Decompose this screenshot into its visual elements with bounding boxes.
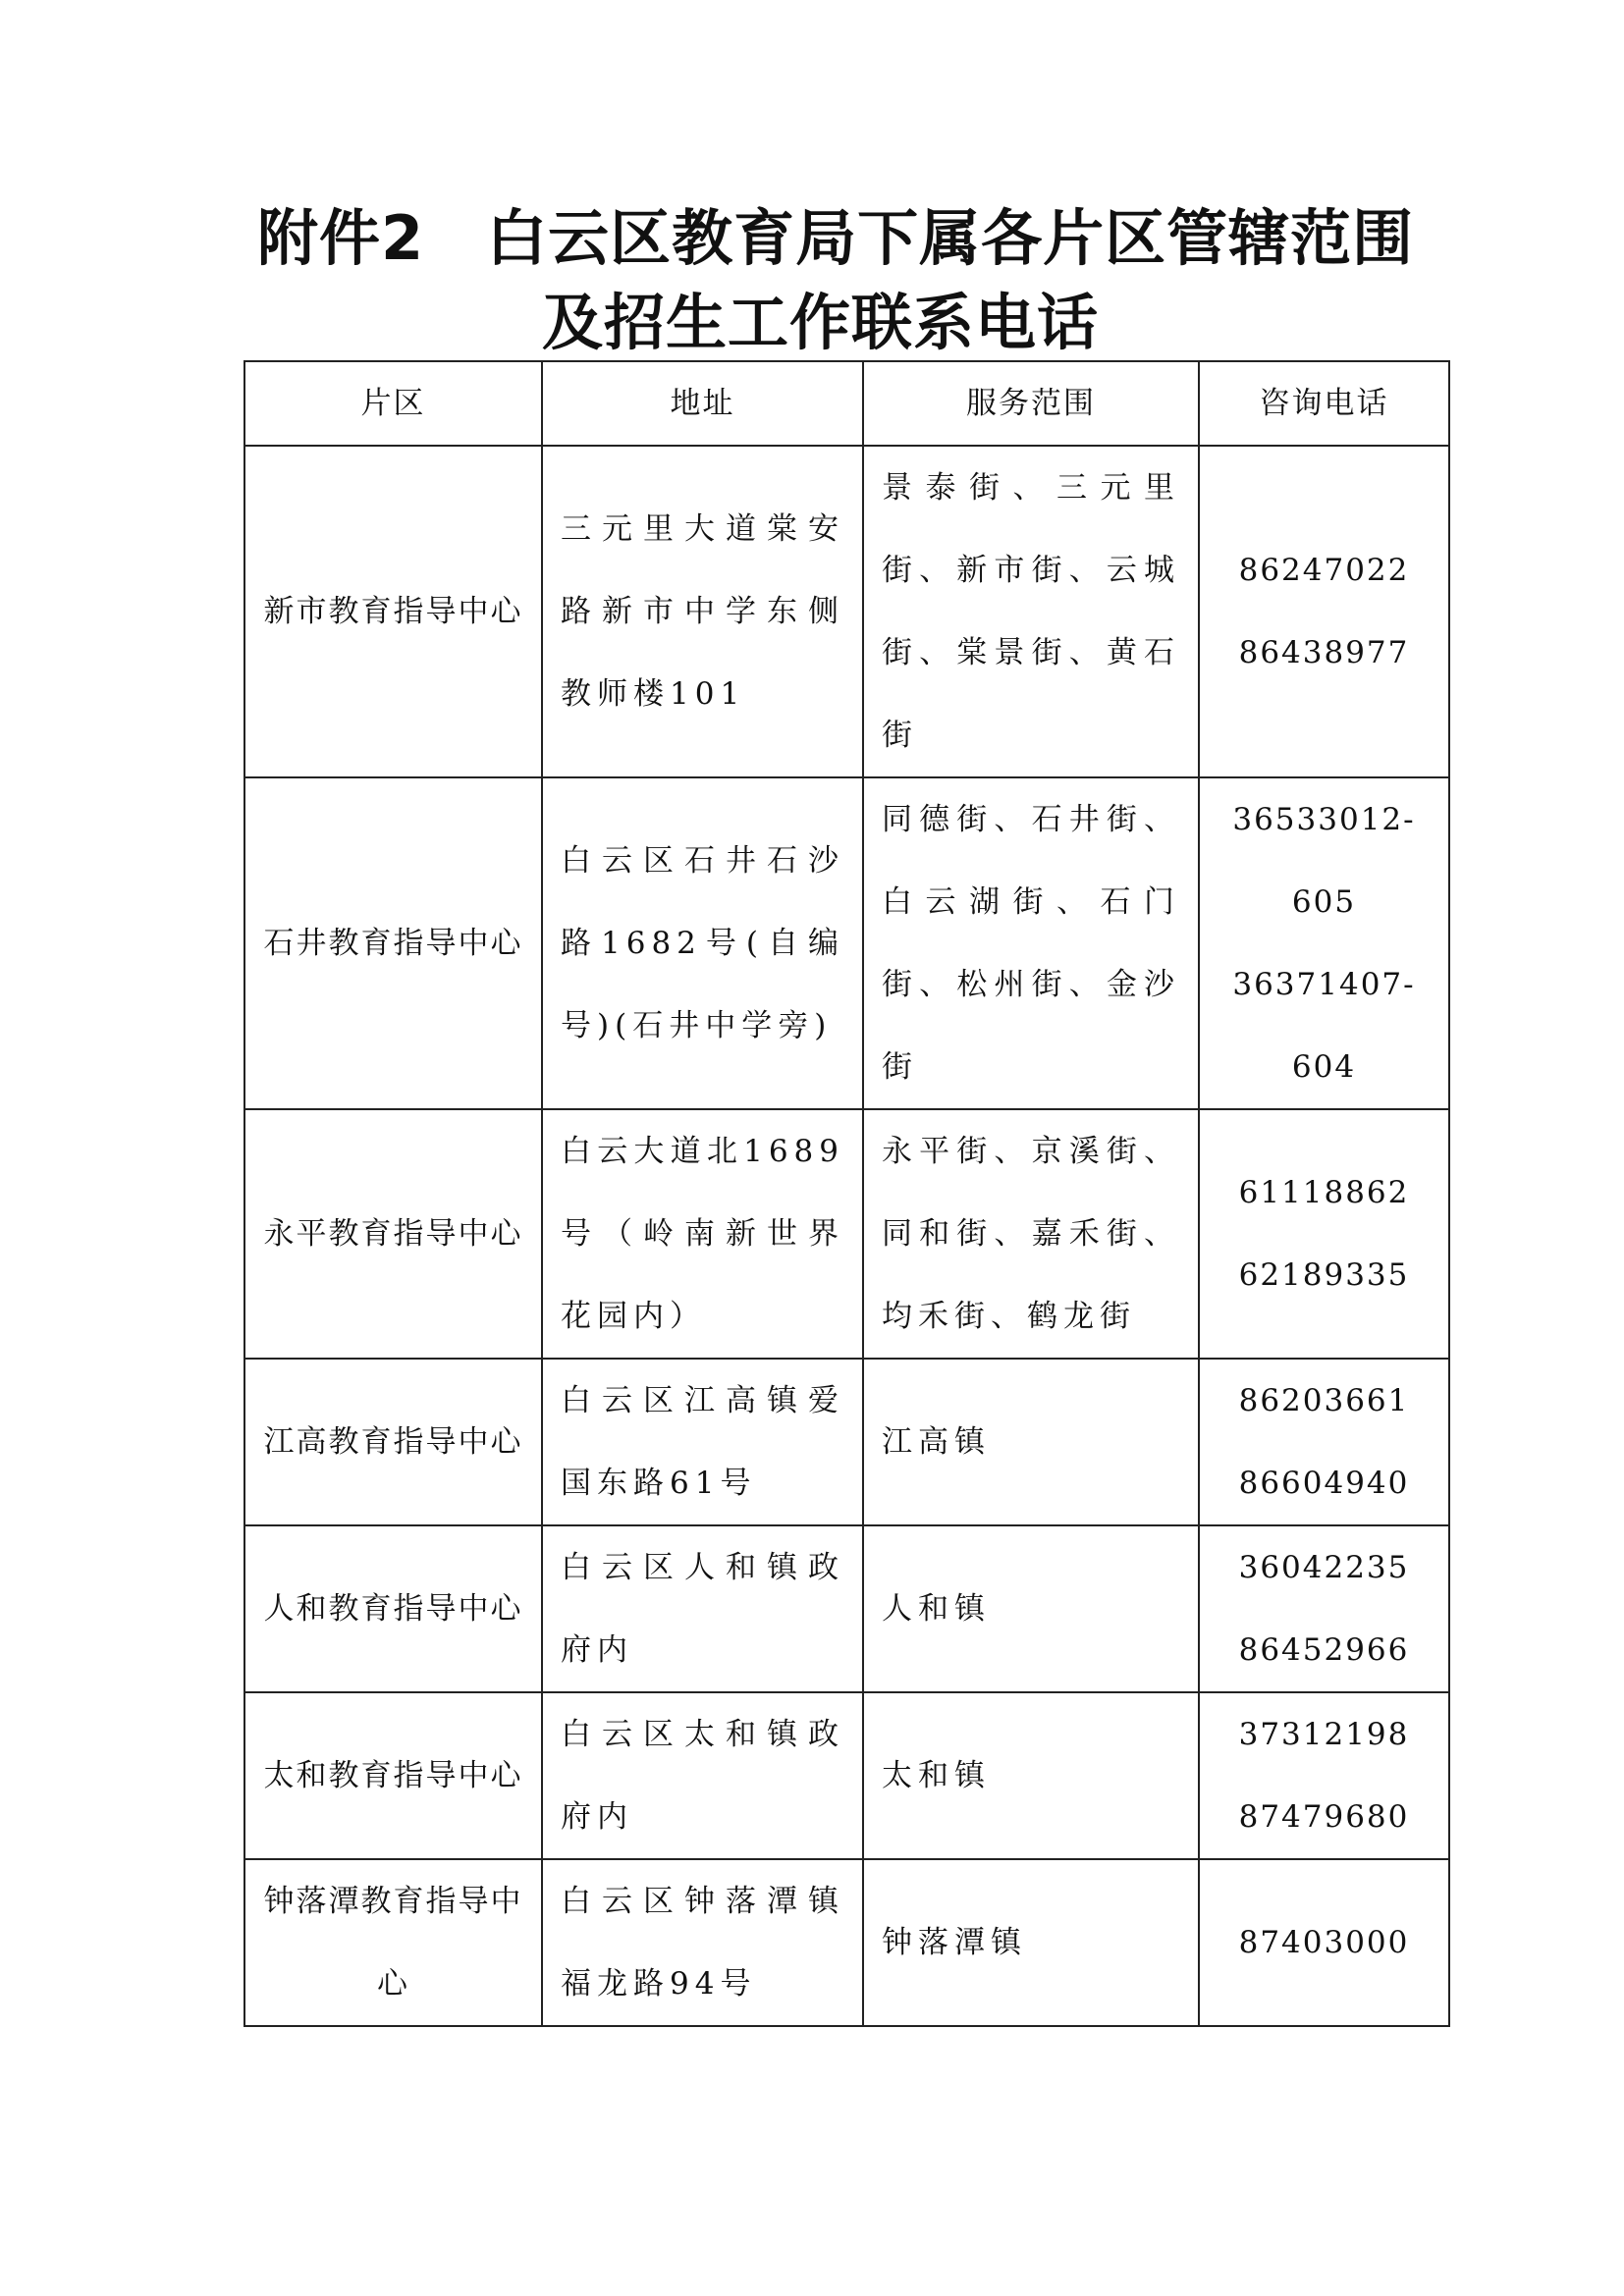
- phone-cell: [1199, 446, 1449, 777]
- phone-number: 37312198: [1238, 1717, 1410, 1752]
- region-cell: 新市教育指导中心: [244, 446, 542, 777]
- phone-cell: [1199, 1109, 1449, 1359]
- address-cell: 白云区石井石沙路1682号(自编号)(石井中学旁): [542, 777, 863, 1109]
- address-cell: 白云区钟落潭镇福龙路94号: [542, 1859, 863, 2026]
- document-title: [0, 196, 1624, 365]
- phone-number: 86247022: [1238, 553, 1410, 588]
- phone-cell: [1199, 1525, 1449, 1692]
- phone-cell: [1199, 1692, 1449, 1859]
- header-region: 片区: [244, 361, 542, 446]
- address-cell: 白云区人和镇政府内: [542, 1525, 863, 1692]
- phone-number: 86203661: [1238, 1383, 1410, 1418]
- title-line-1: 附件2 白云区教育局下属各片区管辖范围: [257, 202, 1415, 274]
- title-line-2: 及招生工作联系电话: [542, 287, 1100, 358]
- phone-cell: [1199, 777, 1449, 1109]
- phone-number: 87479680: [1238, 1799, 1410, 1835]
- scope-cell: 同德街、石井街、白云湖街、石门街、松州街、金沙街: [863, 777, 1199, 1109]
- scope-cell: 钟落潭镇: [863, 1859, 1199, 2026]
- table-row: [244, 1109, 1449, 1359]
- table-row: [244, 1692, 1449, 1859]
- phone-number: 86438977: [1238, 635, 1410, 670]
- phone-number: 36533012-605: [1232, 802, 1416, 920]
- district-table: [244, 360, 1450, 2027]
- phone-cell: [1199, 1359, 1449, 1525]
- header-scope: 服务范围: [863, 361, 1199, 446]
- phone-number: 62189335: [1238, 1257, 1410, 1293]
- phone-number: 86452966: [1238, 1632, 1410, 1668]
- address-cell: 白云区太和镇政府内: [542, 1692, 863, 1859]
- region-cell: 江高教育指导中心: [244, 1359, 542, 1525]
- scope-cell: 人和镇: [863, 1525, 1199, 1692]
- scope-cell: 永平街、京溪街、同和街、嘉禾街、均禾街、鹤龙街: [863, 1109, 1199, 1359]
- table-row: [244, 1525, 1449, 1692]
- address-cell: 白云区江高镇爱国东路61号: [542, 1359, 863, 1525]
- table-row: [244, 777, 1449, 1109]
- table-row: [244, 446, 1449, 777]
- scope-cell: 江高镇: [863, 1359, 1199, 1525]
- phone-cell: [1199, 1859, 1449, 2026]
- header-address: 地址: [542, 361, 863, 446]
- region-cell: 永平教育指导中心: [244, 1109, 542, 1359]
- region-cell: 钟落潭教育指导中心: [244, 1859, 542, 2026]
- address-cell: 白云大道北1689号（岭南新世界花园内）: [542, 1109, 863, 1359]
- scope-cell: 太和镇: [863, 1692, 1199, 1859]
- table-header-row: [244, 361, 1449, 446]
- region-cell: 石井教育指导中心: [244, 777, 542, 1109]
- region-cell: 人和教育指导中心: [244, 1525, 542, 1692]
- scope-cell: 景泰街、三元里街、新市街、云城街、棠景街、黄石街: [863, 446, 1199, 777]
- region-cell: 太和教育指导中心: [244, 1692, 542, 1859]
- address-cell: 三元里大道棠安路新市中学东侧教师楼101: [542, 446, 863, 777]
- phone-number: 36042235: [1238, 1550, 1410, 1585]
- phone-number: 86604940: [1238, 1466, 1410, 1501]
- table-row: [244, 1359, 1449, 1525]
- header-phone: 咨询电话: [1199, 361, 1449, 446]
- phone-number: 61118862: [1238, 1175, 1410, 1210]
- table-row: [244, 1859, 1449, 2026]
- phone-number: 36371407-604: [1232, 967, 1416, 1085]
- phone-number: 87403000: [1238, 1925, 1410, 1960]
